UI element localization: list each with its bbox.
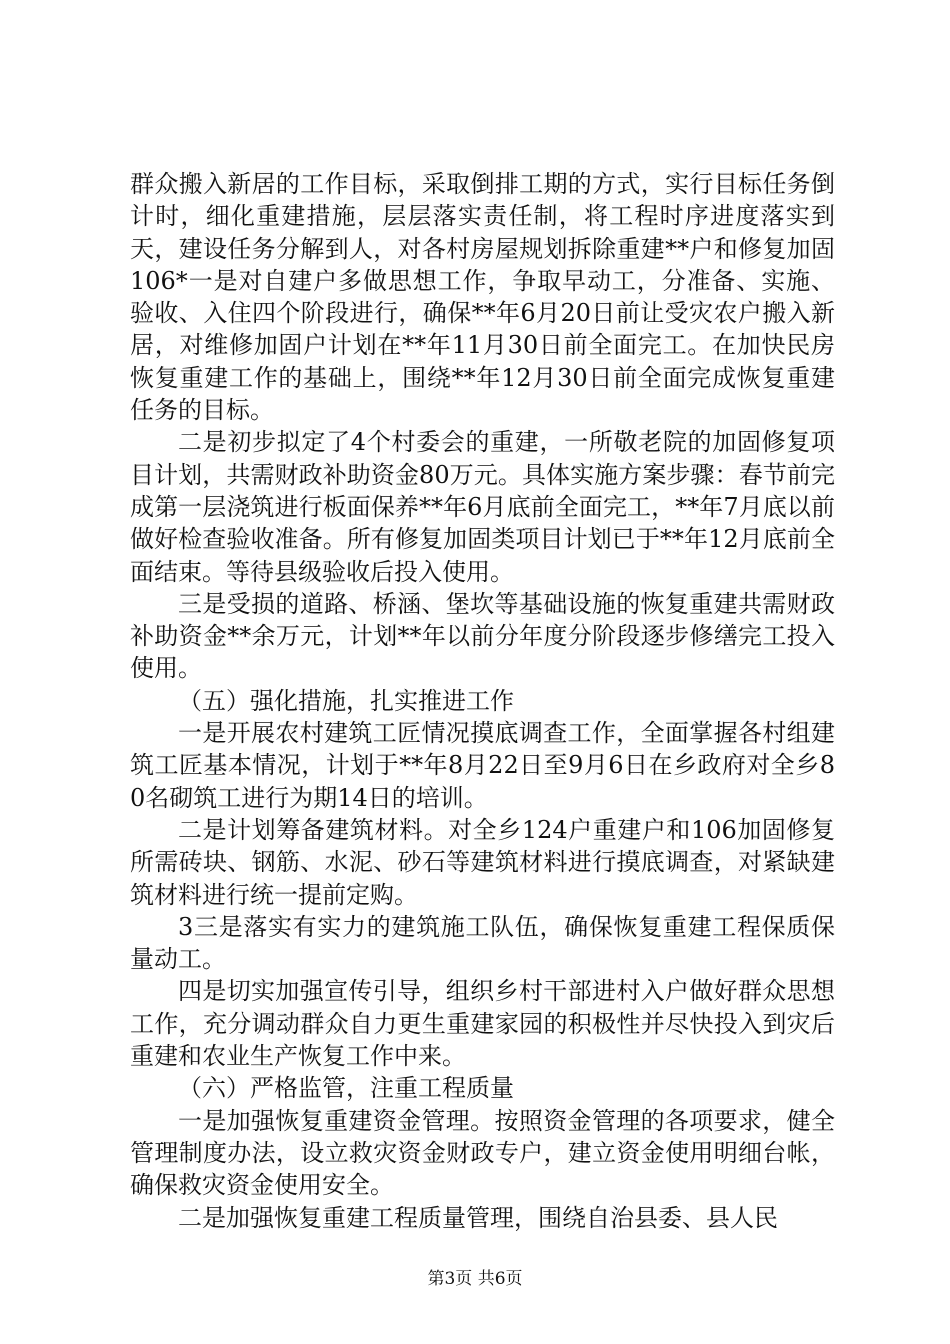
paragraph-quality-management: 二是加强恢复重建工程质量管理，围绕自治县委、县人民 (178, 1203, 778, 1232)
paragraph-infrastructure-repair: 三是受损的道路、桥涵、堡坎等基础设施的恢复重建共需财政补助资金**余万元，计划**年以前分年度分阶段逐步修缮完工投入使用。 (130, 589, 835, 683)
section-heading-5: （五）强化措施，扎实推进工作 (178, 686, 514, 715)
document-body (130, 168, 835, 1234)
paragraph-construction-team: 3三是落实有实力的建筑施工队伍，确保恢复重建工程保质保量动工。 (130, 912, 835, 974)
paragraph-fund-management: 一是加强恢复重建资金管理。按照资金管理的各项要求，健全管理制度办法，设立救灾资金财政专户，建立资金使用明细台帐，确保救灾资金使用安全。 (130, 1106, 835, 1200)
paragraph-publicity: 四是切实加强宣传引导，组织乡村干部进村入户做好群众思想工作，充分调动群众自力更生重建家园的积极性并尽快投入到灾后重建和农业生产恢复工作中来。 (130, 977, 835, 1071)
paragraph-craftsman-survey: 一是开展农村建筑工匠情况摸底调查工作，全面掌握各村组建筑工匠基本情况，计划于**年8月22日至9月6日在乡政府对全乡80名砌筑工进行为期14日的培训。 (130, 719, 835, 812)
page-footer: 第3页 共6页 (427, 1269, 523, 1289)
section-heading-6: （六）严格监管，注重工程质量 (178, 1074, 514, 1103)
paragraph-village-committee-rebuild: 二是初步拟定了4个村委会的重建，一所敬老院的加固修复项目计划，共需财政补助资金80万元。具体实施方案步骤：春节前完成第一层浇筑进行板面保养**年6月底前全面完工，**年7月底以前做好检查验收准备。所有修复加固类项目计划已于**年12月底前全面结束。等待县级验收后投入使用。 (130, 428, 835, 586)
paragraph-building-materials: 二是计划筹备建筑材料。对全乡124户重建户和106加固修复所需砖块、钢筋、水泥、砂石等建筑材料进行摸底调查，对紧缺建筑材料进行统一提前定购。 (130, 815, 835, 909)
paragraph-continued: 群众搬入新居的工作目标，采取倒排工期的方式，实行目标任务倒计时，细化重建措施，层层落实责任制，将工程时序进度落实到天，建设任务分解到人，对各村房屋规划拆除重建**户和修复加固106*一是对自建户多做思想工作，争取早动工，分准备、实施、验收、入住四个阶段进行，确保**年6月20日前让受灾农户搬入新居，对维修加固户计划在**年11月30日前全面完工。在加快民房恢复重建工作的基础上，围绕**年12月30日前全面完成恢复重建任务的目标。 (130, 170, 835, 425)
